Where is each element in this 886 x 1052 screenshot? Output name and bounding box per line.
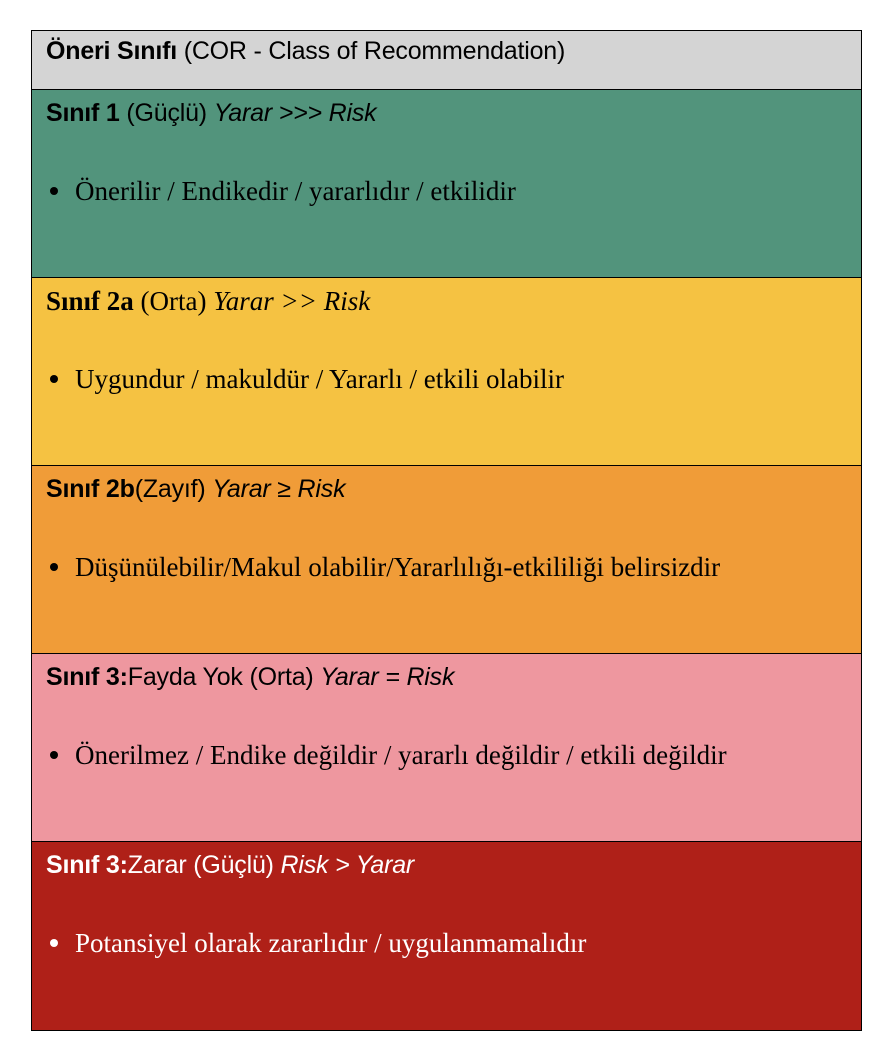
class-bullet	[46, 740, 861, 770]
class-label: Sınıf 3:	[46, 663, 128, 691]
class-relation: Yarar >> Risk	[213, 286, 371, 316]
class-label: Sınıf 2b	[46, 475, 135, 503]
bullet-icon	[50, 187, 58, 195]
class-title	[46, 662, 861, 692]
class-description: Potansiyel olarak zararlıdır / uygulanmamalıdır	[75, 928, 587, 958]
class-bullet	[46, 928, 861, 958]
class-relation: Risk > Yarar	[280, 851, 415, 879]
class-relation: Yarar = Risk	[320, 663, 455, 691]
table-header-title	[46, 37, 565, 65]
class-relation: Yarar ≥ Risk	[212, 475, 346, 503]
class-label: Sınıf 3:	[46, 851, 128, 879]
class-relation: Yarar >>> Risk	[213, 99, 377, 127]
table-header-title-rest: (COR - Class of Recommendation)	[176, 37, 566, 65]
bullet-icon	[50, 939, 58, 947]
class-row-1	[32, 90, 861, 278]
class-label: Sınıf 2a	[46, 286, 134, 316]
class-strength: (Zayıf)	[134, 475, 213, 503]
bullet-icon	[50, 563, 58, 571]
class-bullet	[46, 552, 861, 582]
class-title	[46, 286, 861, 316]
class-strength: (Güçlü)	[119, 99, 214, 127]
class-strength: Fayda Yok (Orta)	[127, 663, 321, 691]
class-label: Sınıf 1	[46, 99, 120, 127]
class-bullet	[46, 176, 861, 206]
class-title	[46, 474, 861, 504]
table-header-row	[32, 31, 861, 90]
table-header-title-bold: Öneri Sınıfı	[46, 37, 177, 65]
class-description: Önerilmez / Endike değildir / yararlı değildir / etkili değildir	[75, 740, 727, 770]
class-title	[46, 98, 861, 128]
class-bullet	[46, 364, 861, 394]
class-strength: (Orta)	[133, 286, 214, 316]
class-row-3-harm	[32, 842, 861, 1030]
class-description: Önerilir / Endikedir / yararlıdır / etkilidir	[75, 176, 516, 206]
class-strength: Zarar (Güçlü)	[127, 851, 281, 879]
class-title	[46, 850, 861, 880]
bullet-icon	[50, 751, 58, 759]
class-description: Uygundur / makuldür / Yararlı / etkili olabilir	[75, 364, 564, 394]
class-row-3-no-benefit	[32, 654, 861, 842]
class-row-2b	[32, 466, 861, 654]
bullet-icon	[50, 375, 58, 383]
class-description: Düşünülebilir/Makul olabilir/Yararlılığı-etkililiği belirsizdir	[75, 552, 721, 582]
class-row-2a	[32, 278, 861, 466]
cor-table	[31, 30, 862, 1031]
